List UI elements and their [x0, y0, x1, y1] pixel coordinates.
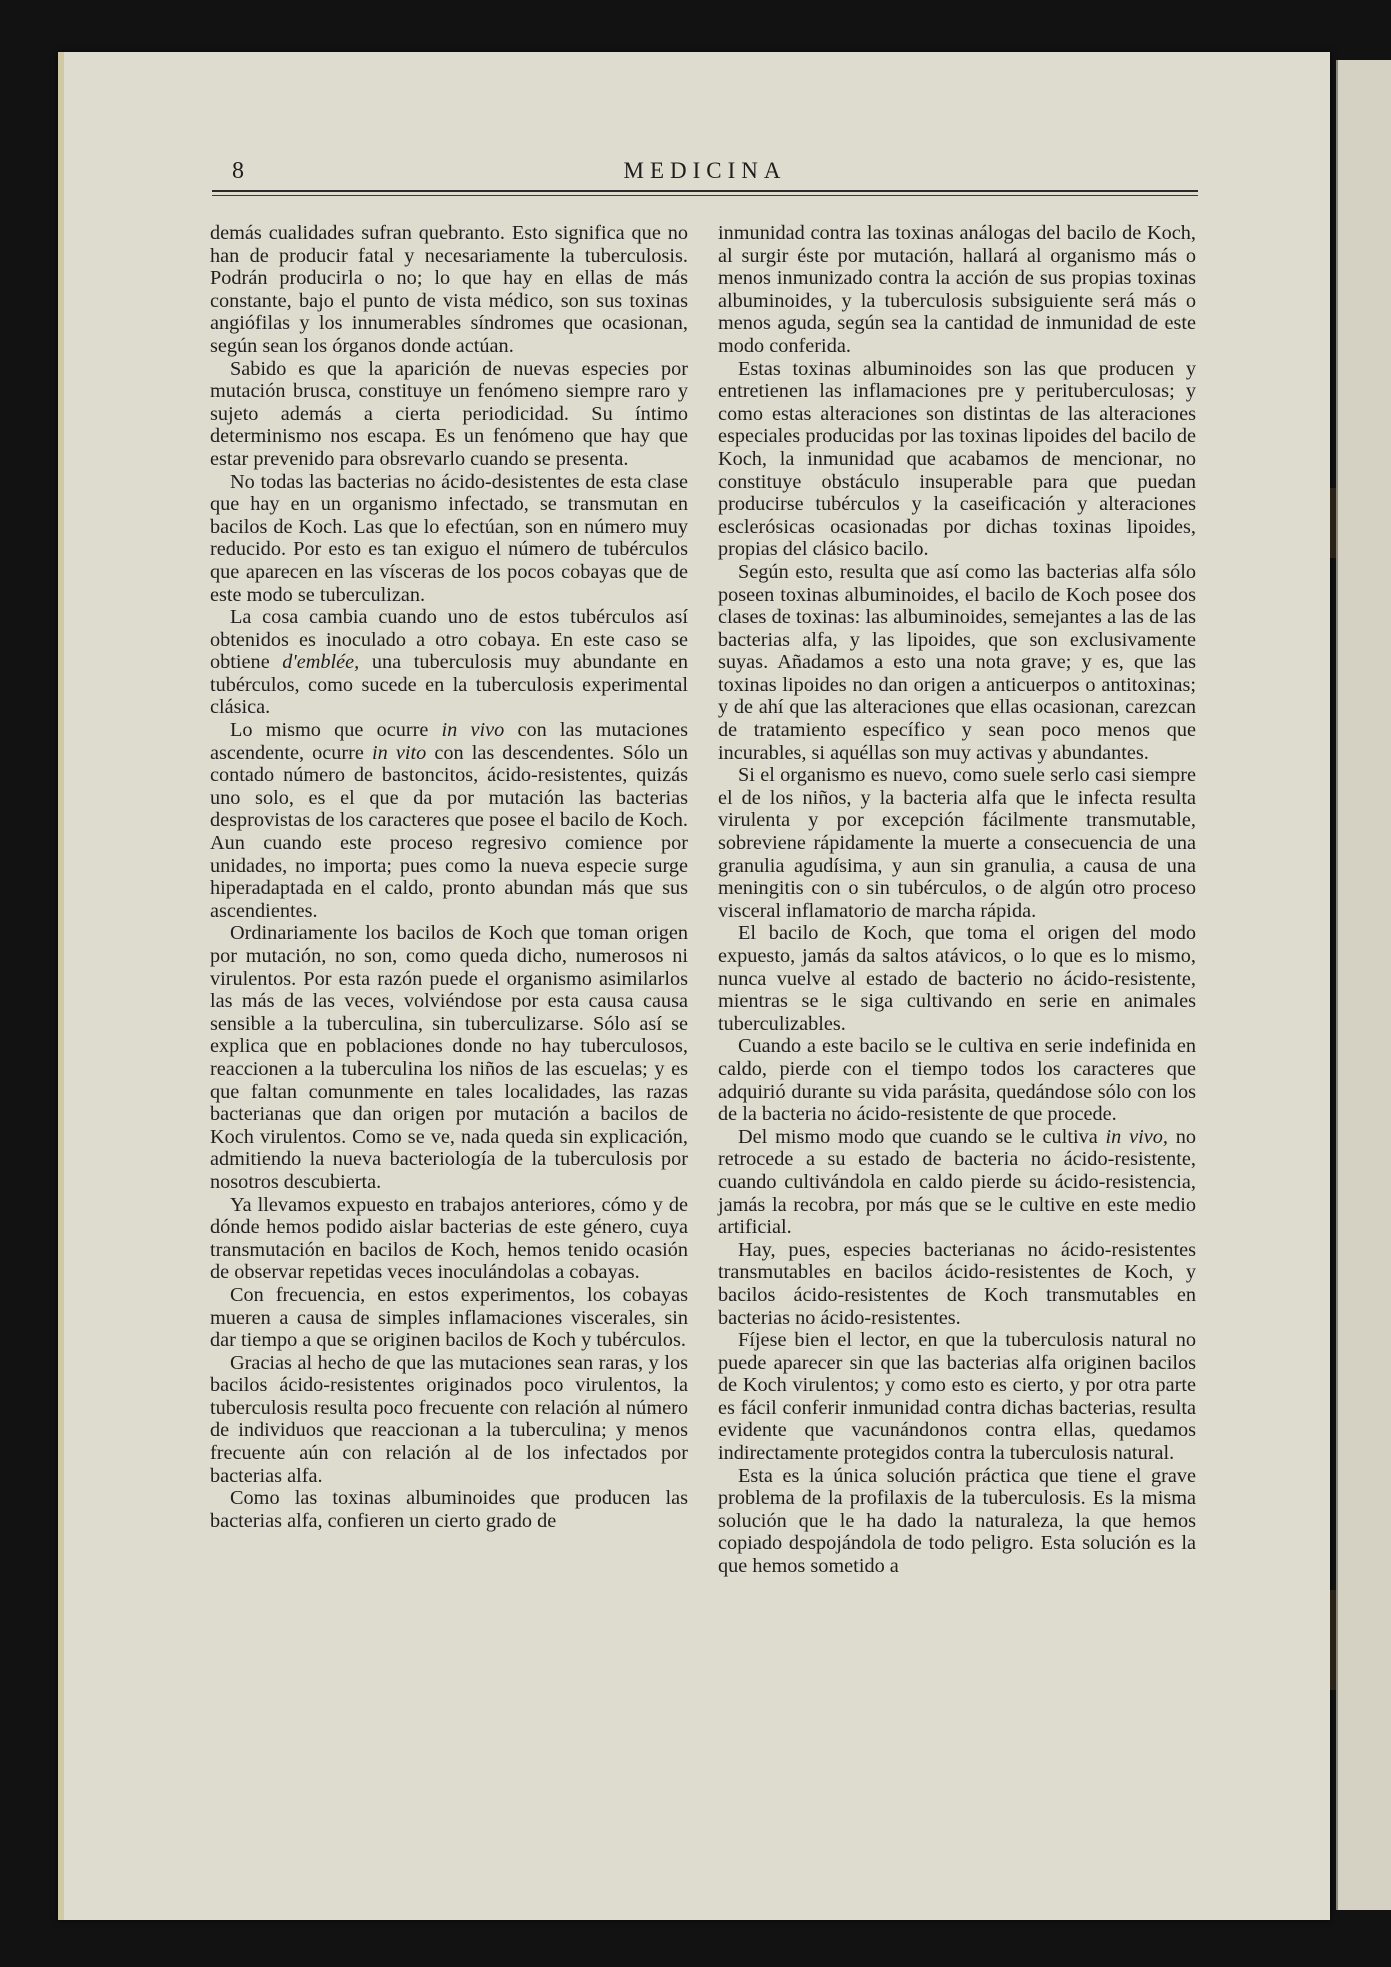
paragraph: [718, 1126, 1196, 1239]
paragraph-text: Gracias al hecho de que las mutaciones sean raras, y los bacilos ácido-resistentes originados poco virulentos, la tuberculosis resulta poco frecuente con relación al número de individuos que reaccionan a la tuberculina; y menos frecuente aún con relación al de los infectados por bacterias alfa.: [210, 1351, 688, 1487]
page-number: 8: [232, 158, 244, 184]
paragraph-text: Con frecuencia, en estos experimentos, los cobayas mueren a causa de simples inflamaciones viscerales, sin dar tiempo a que se originen bacilos de Koch y tubérculos.: [210, 1283, 688, 1352]
paragraph-text: Fíjese bien el lector, en que la tuberculosis natural no puede aparecer sin que las bacterias alfa originen bacilos de Koch virulentos; y como esto es cierto, y por otra parte es fácil conferir inmunidad contra dichas bacterias, resulta evidente que vacunándonos contra ellas, quedamos indirectamente protegidos contra la tuberculosis natural.: [718, 1329, 1196, 1465]
paragraph: [718, 222, 1196, 358]
paragraph-text: La cosa cambia cuando uno de estos tubérculos así obtenidos es inoculado a otro cobaya. En este caso se obtiene: [210, 606, 688, 674]
italic-term: in vito: [371, 741, 427, 764]
paragraph-text: Hay, pues, especies bacterianas no ácido-resistentes transmutables en bacilos ácido-resistentes de Koch, y bacilos ácido-resistentes de Koch transmutables en bacterias no ácido-resistentes.: [718, 1238, 1196, 1329]
header-rule: [212, 190, 1198, 192]
paragraph: [210, 358, 688, 471]
page-binding-edge: [58, 52, 64, 1920]
right-column: [718, 222, 1196, 1578]
running-header: [212, 158, 1198, 194]
italic-term: in vivo,: [1105, 1125, 1168, 1148]
paragraph-text: El bacilo de Koch, que toma el origen del modo expuesto, jamás da saltos atávicos, o lo que es lo mismo, nunca vuelve al estado de bacterio no ácido-resistente, mientras se le siga cultivando en serie en animales tuberculizables.: [718, 922, 1196, 1035]
paragraph-text: Sabido es que la aparición de nuevas especies por mutación brusca, constituye un fenómeno siempre raro y sujeto además a cierta periodicidad. Su íntimo determinismo nos escapa. Es un fenómeno que hay que estar prevenido para obsrevarlo cuando se presenta.: [210, 357, 688, 470]
paragraph-text: inmunidad contra las toxinas análogas del bacilo de Koch, al surgir éste por mutación, hallará al organismo más o menos inmunizado contra la acción de sus propias toxinas albuminoides, y la tuberculosis subsiguiente será más o menos aguda, según sea la cantidad de inmunidad de este modo conferida.: [718, 222, 1196, 357]
paragraph: [210, 719, 688, 922]
paragraph-text: Estas toxinas albuminoides son las que producen y entretienen las inflamaciones pre y perituberculosas; y como estas alteraciones son distintas de las alteraciones especiales producidas por las toxinas lipoides del bacilo de Koch, la inmunidad que acabamos de mencionar, no constituye obstáculo insuperable para que puedan producirse tubérculos y la caseificación y alteraciones esclerósicas ocasionadas por dichas toxinas lipoides, propias del clásico bacilo.: [718, 357, 1196, 561]
paragraph: [718, 1239, 1196, 1329]
left-column: [210, 222, 688, 1532]
paragraph: [210, 222, 688, 358]
header-rule-secondary: [212, 195, 1198, 196]
paragraph-text: Del mismo modo que cuando se le cultiva: [738, 1125, 1106, 1148]
paragraph: [210, 1487, 688, 1532]
paragraph: [718, 561, 1196, 764]
paragraph: [210, 471, 688, 607]
paragraph-text: No todas las bacterias no ácido-desistentes de esta clase que hay en un organismo infectado, se transmutan en bacilos de Koch. Las que lo efectúan, son en número muy reducido. Por esto es tan exiguo el número de tubérculos que aparecen en las vísceras de los pocos cobayas que de este modo se tuberculizan.: [210, 470, 688, 606]
italic-term: in vivo: [441, 719, 505, 742]
paragraph-text: Ordinariamente los bacilos de Koch que toman origen por mutación, no son, como queda dicho, numerosos ni virulentos. Por esta razón puede el organismo asimilarlos las más de las veces, volviéndose por esta causa causa sensible a la tuberculina, sin tuberculizarse. Sólo así se explica que en poblaciones donde no hay tuberculosos, reaccionen a la tuberculina los niños de las escuelas; y es que faltan comunmente en tales localidades, las razas bacterianas que dan origen por mutación a bacilos de Koch virulentos. Como se ve, nada queda sin explicación, admitiendo la nueva bacteriología de la tuberculosis por nosotros descubierta.: [210, 922, 688, 1193]
paragraph: [718, 1465, 1196, 1578]
paragraph-text: con las descendentes. Sólo un contado número de bastoncitos, ácido-resistentes, quizás uno solo, es el que da por mutación las bacterias desprovistas de los caracteres que posee el bacilo de Koch. Aun cuando este proceso regresivo comience por unidades, no importa; pues como la nueva especie surge hiperadaptada en el caldo, pronto abundan más que sus ascendientes.: [210, 741, 688, 922]
paragraph: [210, 1352, 688, 1488]
paragraph-text: una tuberculosis muy abundante en tubérculos, como sucede en la tuberculosis experimental clásica.: [210, 651, 689, 719]
paragraph-text: Cuando a este bacilo se le cultiva en serie indefinida en caldo, pierde con el tiempo todos los caracteres que adquirió durante su vida parásita, quedándose sólo con los de la bacteria no ácido-resistente de que procede.: [718, 1035, 1196, 1126]
paragraph: [718, 922, 1196, 1035]
paragraph-text: Si el organismo es nuevo, como suele serlo casi siempre el de los niños, y la bacteria alfa que le infecta resulta virulenta y por excepción fácilmente transmutable, sobreviene rápidamente la muerte a consecuencia de una granulia agudísima, y aun sin granulia, a causa de una meningitis con o sin tubérculos, o de algún otro proceso visceral inflamatorio de marcha rápida.: [718, 764, 1196, 922]
paragraph: [718, 1329, 1196, 1465]
paragraph-text: con las mutaciones ascendente, ocurre: [210, 719, 688, 764]
paragraph-text: Esta es la única solución práctica que tiene el grave problema de la profilaxis de la tuberculosis. Es la misma solución que le ha dado la naturaleza, la que hemos copiado despojándola de todo peligro. Esta solución es la que hemos sometido a: [718, 1464, 1196, 1578]
paragraph-text: no retrocede a su estado de bacteria no ácido-resistente, cuando cultivándola en caldo pierde su ácido-resistencia, jamás la recobra, por más que se le cultive en este medio artificial.: [718, 1125, 1196, 1239]
paragraph-text: Ya llevamos expuesto en trabajos anteriores, cómo y de dónde hemos podido aislar bacterias de este género, cuya transmutación en bacilos de Koch, hemos tenido ocasión de observar repetidas veces inoculándolas a cobayas.: [210, 1193, 688, 1284]
adjacent-page-edge: [1336, 60, 1391, 1910]
paragraph: [210, 606, 688, 719]
italic-term: d'emblée,: [282, 651, 360, 674]
paragraph: [718, 358, 1196, 561]
paragraph-text: Como las toxinas albuminoides que producen las bacterias alfa, confieren un cierto grado de: [210, 1487, 688, 1532]
journal-title: MEDICINA: [623, 158, 787, 183]
edge-tab-mark: [1330, 488, 1336, 558]
paragraph-text: demás cualidades sufran quebranto. Esto significa que no han de producir fatal y necesariamente la tuberculosis. Podrán producirla o no; lo que hay en ellas de más constante, bajo el punto de vista médico, son sus toxinas angiófilas y los innumerables síndromes que ocasionan, según sean los órganos donde actúan.: [210, 222, 688, 357]
paragraph: [210, 1284, 688, 1352]
paragraph: [718, 1035, 1196, 1125]
paragraph: [210, 1194, 688, 1284]
paragraph: [718, 764, 1196, 922]
paragraph-text: Lo mismo que ocurre: [230, 719, 442, 742]
paragraph: [210, 922, 688, 1193]
edge-tab-mark: [1330, 1590, 1336, 1690]
paragraph-text: Según esto, resulta que así como las bacterias alfa sólo poseen toxinas albuminoides, el bacilo de Koch posee dos clases de toxinas: las albuminoides, semejantes a las de las bacterias alfa, y las lipoides, que son exclusivamente suyas. Añadamos a esto una nota grave; y es, que las toxinas lipoides no dan origen a anticuerpos o antitoxinas; y de ahí que las alteraciones que ellas ocasionan, carezcan de tratamiento específico y sean poco menos que incurables, si aquéllas son muy activas y abundantes.: [718, 560, 1196, 764]
